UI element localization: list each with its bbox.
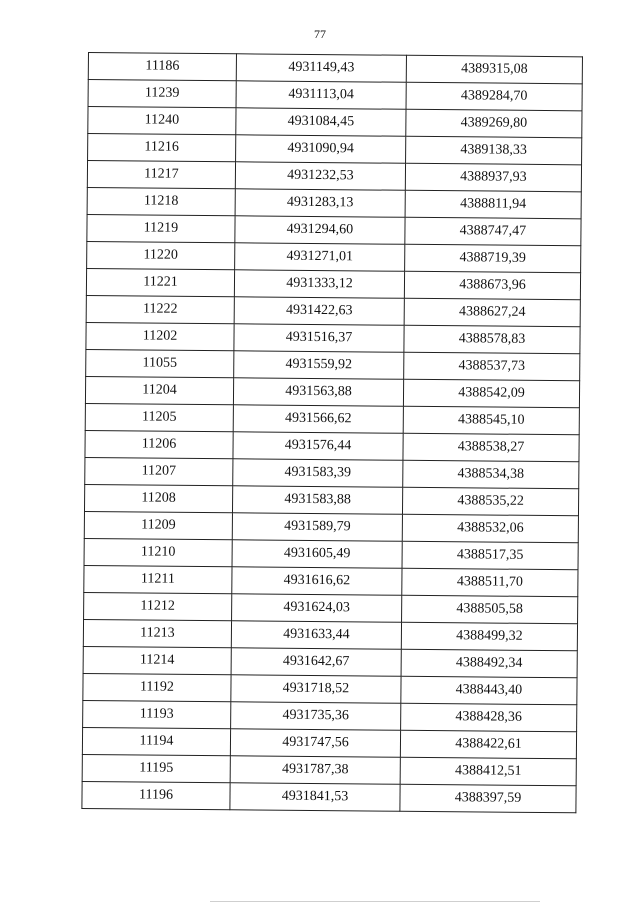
x-coordinate-cell: 4931516,37 (234, 324, 404, 352)
point-number-cell: 11208 (84, 484, 232, 512)
point-number-cell: 11240 (88, 107, 236, 135)
y-coordinate-cell: 4388538,27 (403, 433, 579, 462)
coordinates-table (81, 52, 583, 813)
table-row (85, 430, 579, 461)
point-number-cell: 11205 (85, 403, 233, 431)
x-coordinate-cell: 4931841,53 (230, 783, 400, 811)
y-coordinate-cell: 4389284,70 (406, 82, 582, 111)
y-coordinate-cell: 4388532,06 (402, 514, 578, 543)
y-coordinate-cell: 4388937,93 (405, 163, 581, 192)
x-coordinate-cell: 4931735,36 (231, 702, 401, 730)
coordinates-table-body (82, 53, 583, 813)
point-number-cell: 11211 (84, 565, 232, 593)
table-row (88, 107, 582, 138)
y-coordinate-cell: 4388535,22 (402, 487, 578, 516)
x-coordinate-cell: 4931232,53 (235, 162, 405, 190)
table-row (87, 161, 581, 192)
y-coordinate-cell: 4388627,24 (404, 298, 580, 327)
x-coordinate-cell: 4931559,92 (234, 351, 404, 379)
point-number-cell: 11210 (84, 538, 232, 566)
point-number-cell: 11207 (85, 457, 233, 485)
point-number-cell: 11214 (83, 646, 231, 674)
table-row (88, 134, 582, 165)
table-row (88, 80, 582, 111)
y-coordinate-cell: 4388811,94 (405, 190, 581, 219)
x-coordinate-cell: 4931589,79 (232, 513, 402, 541)
y-coordinate-cell: 4388492,34 (401, 649, 577, 678)
y-coordinate-cell: 4388545,10 (403, 406, 579, 435)
table-row (86, 268, 580, 299)
x-coordinate-cell: 4931718,52 (231, 675, 401, 703)
table-row (84, 538, 578, 569)
y-coordinate-cell: 4388542,09 (403, 379, 579, 408)
table-row (86, 349, 580, 380)
point-number-cell: 11220 (87, 241, 235, 269)
y-coordinate-cell: 4388428,36 (401, 703, 577, 732)
page-number: 77 (314, 27, 326, 41)
point-number-cell: 11206 (85, 430, 233, 458)
table-row (87, 241, 581, 272)
y-coordinate-cell: 4388499,32 (401, 622, 577, 651)
x-coordinate-cell: 4931283,13 (235, 189, 405, 217)
point-number-cell: 11221 (86, 268, 234, 296)
y-coordinate-cell: 4388412,51 (400, 757, 576, 786)
y-coordinate-cell: 4388443,40 (401, 676, 577, 705)
point-number-cell: 11186 (88, 53, 236, 81)
point-number-cell: 11192 (83, 673, 231, 701)
table-row (84, 511, 578, 542)
point-number-cell: 11055 (86, 349, 234, 377)
point-number-cell: 11196 (82, 781, 230, 809)
x-coordinate-cell: 4931563,88 (233, 378, 403, 406)
point-number-cell: 11202 (86, 322, 234, 350)
point-number-cell: 11194 (82, 727, 230, 755)
point-number-cell: 11217 (87, 161, 235, 189)
point-number-cell: 11209 (84, 511, 232, 539)
y-coordinate-cell: 4388747,47 (405, 217, 581, 246)
point-number-cell: 11216 (88, 134, 236, 162)
y-coordinate-cell: 4388517,35 (402, 541, 578, 570)
point-number-cell: 11204 (85, 376, 233, 404)
x-coordinate-cell: 4931616,62 (232, 567, 402, 595)
x-coordinate-cell: 4931747,56 (230, 729, 400, 757)
x-coordinate-cell: 4931271,01 (235, 243, 405, 271)
y-coordinate-cell: 4388397,59 (400, 784, 576, 813)
x-coordinate-cell: 4931787,38 (230, 756, 400, 784)
x-coordinate-cell: 4931642,67 (231, 648, 401, 676)
table-row (84, 484, 578, 515)
x-coordinate-cell: 4931294,60 (235, 216, 405, 244)
y-coordinate-cell: 4389138,33 (406, 136, 582, 165)
y-coordinate-cell: 4389269,80 (406, 109, 582, 138)
point-number-cell: 11212 (84, 592, 232, 620)
y-coordinate-cell: 4388578,83 (404, 325, 580, 354)
x-coordinate-cell: 4931583,88 (232, 486, 402, 514)
y-coordinate-cell: 4388505,58 (402, 595, 578, 624)
y-coordinate-cell: 4388537,73 (404, 352, 580, 381)
point-number-cell: 11218 (87, 187, 235, 215)
table-row (88, 53, 582, 84)
table-row (86, 295, 580, 326)
point-number-cell: 11222 (86, 295, 234, 323)
table-row (83, 673, 577, 704)
table-row (83, 619, 577, 650)
table-row (87, 187, 581, 218)
y-coordinate-cell: 4389315,08 (406, 55, 582, 84)
y-coordinate-cell: 4388422,61 (400, 730, 576, 759)
table-row (82, 727, 576, 758)
point-number-cell: 11213 (83, 619, 231, 647)
point-number-cell: 11219 (87, 214, 235, 242)
table-row (82, 754, 576, 785)
x-coordinate-cell: 4931576,44 (233, 432, 403, 460)
y-coordinate-cell: 4388673,96 (404, 271, 580, 300)
x-coordinate-cell: 4931422,63 (234, 297, 404, 325)
table-row (83, 646, 577, 677)
x-coordinate-cell: 4931084,45 (236, 108, 406, 136)
x-coordinate-cell: 4931566,62 (233, 405, 403, 433)
table-row (84, 592, 578, 623)
table-row (84, 565, 578, 596)
x-coordinate-cell: 4931090,94 (236, 135, 406, 163)
table-row (83, 700, 577, 731)
x-coordinate-cell: 4931605,49 (232, 540, 402, 568)
table-row (82, 781, 576, 812)
y-coordinate-cell: 4388719,39 (405, 244, 581, 273)
x-coordinate-cell: 4931624,03 (232, 594, 402, 622)
point-number-cell: 11239 (88, 80, 236, 108)
y-coordinate-cell: 4388511,70 (402, 568, 578, 597)
point-number-cell: 11195 (82, 754, 230, 782)
x-coordinate-cell: 4931113,04 (236, 81, 406, 109)
table-row (85, 376, 579, 407)
table-row (86, 322, 580, 353)
point-number-cell: 11193 (83, 700, 231, 728)
y-coordinate-cell: 4388534,38 (403, 460, 579, 489)
x-coordinate-cell: 4931333,12 (234, 270, 404, 298)
scan-edge-line (210, 901, 540, 902)
x-coordinate-cell: 4931149,43 (236, 54, 406, 82)
table-row (85, 457, 579, 488)
table-row (87, 214, 581, 245)
x-coordinate-cell: 4931633,44 (231, 621, 401, 649)
x-coordinate-cell: 4931583,39 (233, 459, 403, 487)
table-row (85, 403, 579, 434)
